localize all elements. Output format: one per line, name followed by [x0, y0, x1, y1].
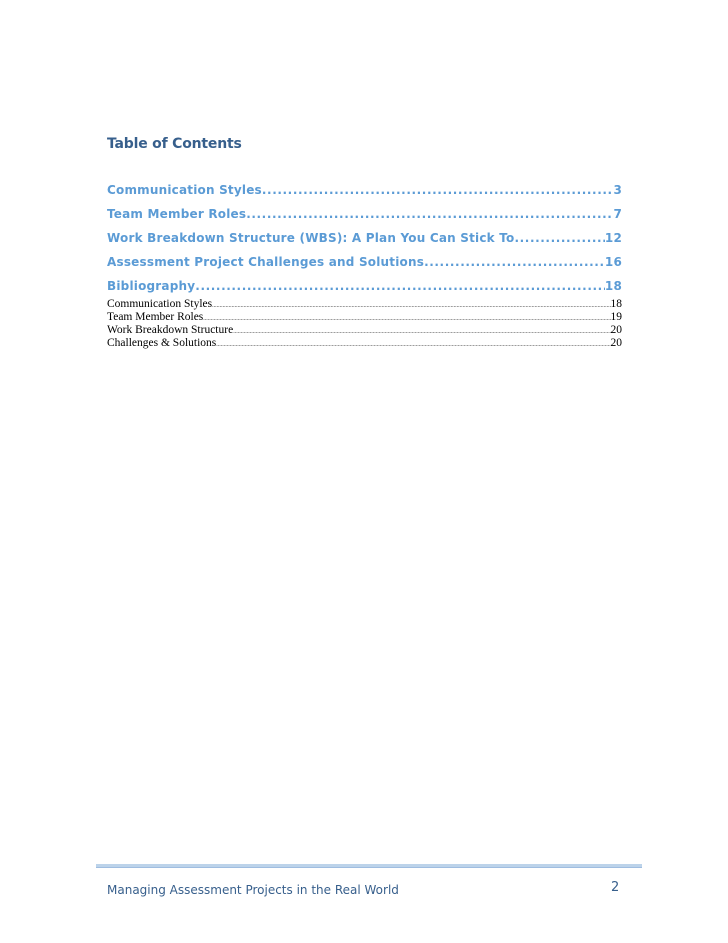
dot-leader — [195, 274, 605, 298]
toc-entry-page: 3 — [613, 183, 622, 197]
toc-entry-title: Work Breakdown Structure (WBS): A Plan You Can Stick To — [107, 231, 515, 245]
toc-subentry-page: 19 — [610, 311, 622, 323]
toc-entry-wbs[interactable] — [107, 226, 622, 250]
toc-subentry-work-breakdown-structure[interactable] — [107, 324, 622, 337]
toc-heading: Table of Contents — [107, 136, 242, 152]
toc-subentry-title: Communication Styles — [107, 298, 213, 310]
toc-entry-page: 16 — [604, 255, 622, 269]
dot-leader — [424, 250, 605, 274]
toc-subentry-challenges-solutions[interactable] — [107, 337, 622, 350]
toc-entry-title: Assessment Project Challenges and Solutions — [107, 255, 425, 269]
toc-entry-title: Communication Styles — [107, 183, 262, 197]
dot-leader — [262, 178, 614, 202]
dot-leader — [246, 202, 613, 226]
toc-entry-page: 18 — [604, 279, 622, 293]
toc-entry-bibliography[interactable] — [107, 274, 622, 298]
dot-leader — [212, 300, 610, 311]
toc-subentry-team-member-roles[interactable] — [107, 311, 622, 324]
toc-list — [107, 178, 622, 350]
toc-entry-team-member-roles[interactable] — [107, 202, 622, 226]
toc-entry-communication-styles[interactable] — [107, 178, 622, 202]
footer-title: Managing Assessment Projects in the Real World — [107, 883, 399, 897]
toc-subentry-communication-styles[interactable] — [107, 298, 622, 311]
toc-subentry-page: 20 — [610, 324, 622, 336]
dot-leader — [233, 326, 610, 337]
toc-entry-page: 12 — [604, 231, 622, 245]
toc-entry-page: 7 — [613, 207, 622, 221]
toc-entry-title: Team Member Roles — [107, 207, 247, 221]
toc-subentry-title: Challenges & Solutions — [107, 337, 217, 349]
toc-subentry-page: 20 — [610, 337, 622, 349]
dot-leader — [514, 226, 604, 250]
toc-entry-title: Bibliography — [107, 279, 196, 293]
dot-leader — [216, 339, 610, 350]
toc-entry-challenges-solutions[interactable] — [107, 250, 622, 274]
toc-subentry-title: Team Member Roles — [107, 311, 204, 323]
page-number: 2 — [611, 880, 620, 895]
dot-leader — [203, 313, 610, 324]
footer-rule — [96, 864, 642, 868]
toc-subentry-title: Work Breakdown Structure — [107, 324, 234, 336]
toc-subentry-page: 18 — [610, 298, 622, 310]
